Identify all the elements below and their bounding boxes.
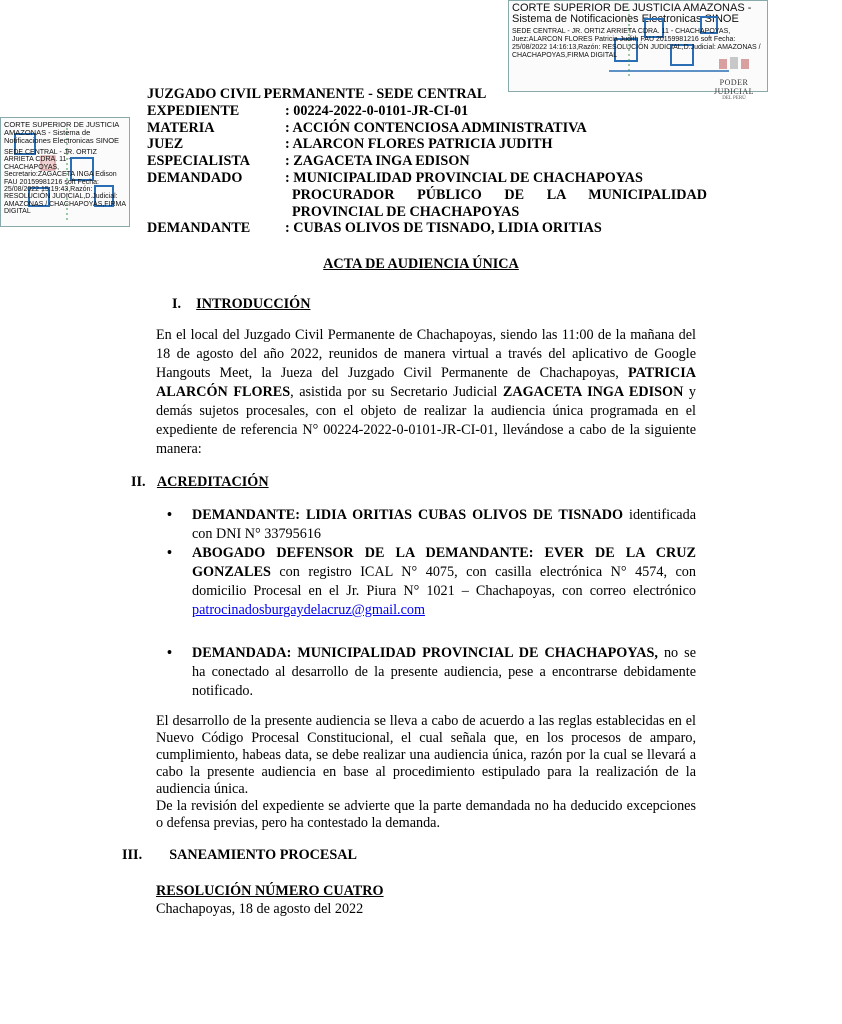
header-value: : 00224-2022-0-0101-JR-CI-01 — [285, 102, 469, 119]
poder-judicial-logo — [703, 57, 765, 101]
section-title: SANEAMIENTO PROCESAL — [169, 847, 357, 863]
stamp-body-text: SEDE CENTRAL - JR. ORTIZ ARRIETA CDRA. 11 - CHACHAPOYAS, Secretario:ZAGACETA INGA Edison FAU 20159981216 soft Fecha: 25/08/2022 15:19:43,Razón: RESOLUCIÓN JUDICIAL,D.Judicial: AMAZONAS / CHACHAPOYAS,FIRMA DIGITAL — [4, 149, 126, 216]
header-value: : ALARCON FLORES PATRICIA JUDITH — [285, 136, 553, 153]
list-item-demandante — [167, 506, 696, 544]
header-value: : ZAGACETA INGA EDISON — [285, 153, 470, 170]
party-detail: con registro ICAL N° 4075, con casilla electrónica N° 4574, con domicilio Procesal en el Jr. Piura N° 1021 – Chachapoyas, con correo electrónico — [192, 564, 696, 599]
header-value: : CUBAS OLIVOS DE TISNADO, LIDIA ORITIAS — [285, 220, 602, 237]
party-name: DEMANDANTE: LIDIA ORITIAS CUBAS OLIVOS DE TISNADO — [192, 507, 624, 523]
body-paragraph-revision: De la revisión del expediente se advierte que la parte demandada no ha deducido excepciones o defensa previas, pero ha contestado la demanda. — [156, 798, 696, 831]
body-paragraph-reglas: El desarrollo de la presente audiencia se lleva a cabo de acuerdo a las reglas establecidas en el Nuevo Código Procesal Constitucional, el cual señala que, en los procesos de amparo, cumplimiento, habeas data, se debe realizar una audiencia única, razón por la cual se llevará a cabo la presente audiencia en base al procedimiento estipulado para la realización de la audiencia única. — [156, 713, 696, 797]
header-value: : ACCIÓN CONTENCIOSA ADMINISTRATIVA — [285, 119, 587, 136]
resolution-date: Chachapoyas, 18 de agosto del 2022 — [156, 901, 364, 917]
section-number: II. — [131, 474, 146, 490]
judge-name: PATRICIA ALARCÓN FLORES — [156, 365, 696, 400]
intro-paragraph — [156, 326, 696, 459]
stamp-heading-line2: Sistema de Notificaciones Electronicas SINOE — [512, 13, 739, 25]
poder-judicial-emblem-icon — [717, 57, 751, 71]
party-detail: identificada con DNI N° 33795616 — [192, 507, 696, 542]
intro-text: , asistida por su Secretario Judicial — [290, 384, 503, 400]
logo-name: PODER JUDICIAL — [714, 78, 754, 96]
header-row-especialista — [147, 153, 707, 170]
header-label: DEMANDANTE — [147, 220, 251, 237]
section-heading-saneamiento — [122, 847, 357, 864]
intro-text: En el local del Juzgado Civil Permanente de Chachapoyas, siendo las 11:00 de la mañana del 18 de agosto del año 2022, reunidos de manera virtual a través del aplicativo de Google Hangouts Meet, la Jueza del Juzgado Civil Permanente de Chachapoyas, — [156, 327, 696, 381]
stamp-heading-line1: CORTE SUPERIOR DE JUSTICIA AMAZONAS - — [512, 2, 752, 14]
header-label: DEMANDADO — [147, 169, 243, 186]
document-title: ACTA DE AUDIENCIA ÚNICA — [323, 256, 519, 272]
section-title: INTRODUCCIÓN — [196, 296, 311, 312]
section-number: III. — [122, 847, 143, 863]
accreditation-list — [167, 506, 696, 701]
list-item-abogado — [167, 544, 696, 620]
header-row-demandante — [147, 220, 707, 237]
party-detail: no se ha conectado al desarrollo de la presente audiencia, pese a encontrarse debidamente notificado. — [192, 645, 696, 699]
digital-signature-stamp-secretary — [0, 117, 130, 227]
stamp-heading: CORTE SUPERIOR DE JUSTICIA AMAZONAS - Sistema de Notificaciones Electronicas SINOE — [4, 120, 120, 145]
header-label: EXPEDIENTE — [147, 102, 240, 119]
section-heading-acreditacion — [131, 474, 269, 491]
email-link[interactable]: patrocinadosburgaydelacruz@gmail.com — [192, 602, 426, 618]
bullet-icon: • — [167, 545, 172, 561]
intro-text: y demás sujetos procesales, con el objeto de realizar la audiencia única programada en el expediente de referencia N° 00224-2022-0-0101-JR-CI-01, llevándose a cabo de la siguiente manera: — [156, 384, 697, 457]
section-title: ACREDITACIÓN — [156, 474, 269, 490]
section-heading-introduccion — [172, 296, 310, 313]
secretary-name: ZAGACETA INGA EDISON — [502, 384, 684, 400]
court-name: JUZGADO CIVIL PERMANENTE - SEDE CENTRAL — [147, 86, 487, 102]
logo-country: DEL PERÚ — [722, 96, 746, 101]
party-name: DEMANDADA: MUNICIPALIDAD PROVINCIAL DE CHACHAPOYAS, — [192, 645, 658, 661]
case-header — [147, 86, 707, 237]
header-row-demandado — [147, 170, 707, 187]
list-item-demandada — [167, 644, 696, 701]
resolution-title: RESOLUCIÓN NÚMERO CUATRO — [156, 883, 384, 899]
header-label: MATERIA — [147, 119, 215, 136]
digital-signature-stamp-judge — [508, 0, 768, 101]
bullet-icon: • — [167, 645, 172, 661]
demandado-continuation: PROCURADOR PÚBLICO DE LA MUNICIPALIDAD PROVINCIAL DE CHACHAPOYAS — [292, 186, 707, 220]
party-name: ABOGADO DEFENSOR DE LA DEMANDANTE: EVER DE LA CRUZ GONZALES — [192, 545, 696, 580]
header-label: JUEZ — [147, 136, 184, 153]
section-number: I. — [172, 296, 182, 312]
header-row-juez — [147, 136, 707, 153]
header-row-expediente — [147, 103, 707, 120]
header-label: ESPECIALISTA — [147, 153, 251, 170]
bullet-icon: • — [167, 507, 172, 523]
stamp-body-text: SEDE CENTRAL - JR. ORTIZ ARRIETA CDRA. 11 - CHACHAPOYAS, Juez:ALARCON FLORES Patricia Judith FAU 20159981216 soft Fecha: 25/08/2022 14:16:13,Razón: RESOLUCIÓN JUDICIAL,D.Judicial: AMAZONAS / CHACHAPOYAS,FIRMA DIGITAL — [512, 28, 761, 59]
header-value: : MUNICIPALIDAD PROVINCIAL DE CHACHAPOYAS — [285, 169, 643, 186]
header-row-materia — [147, 120, 707, 137]
